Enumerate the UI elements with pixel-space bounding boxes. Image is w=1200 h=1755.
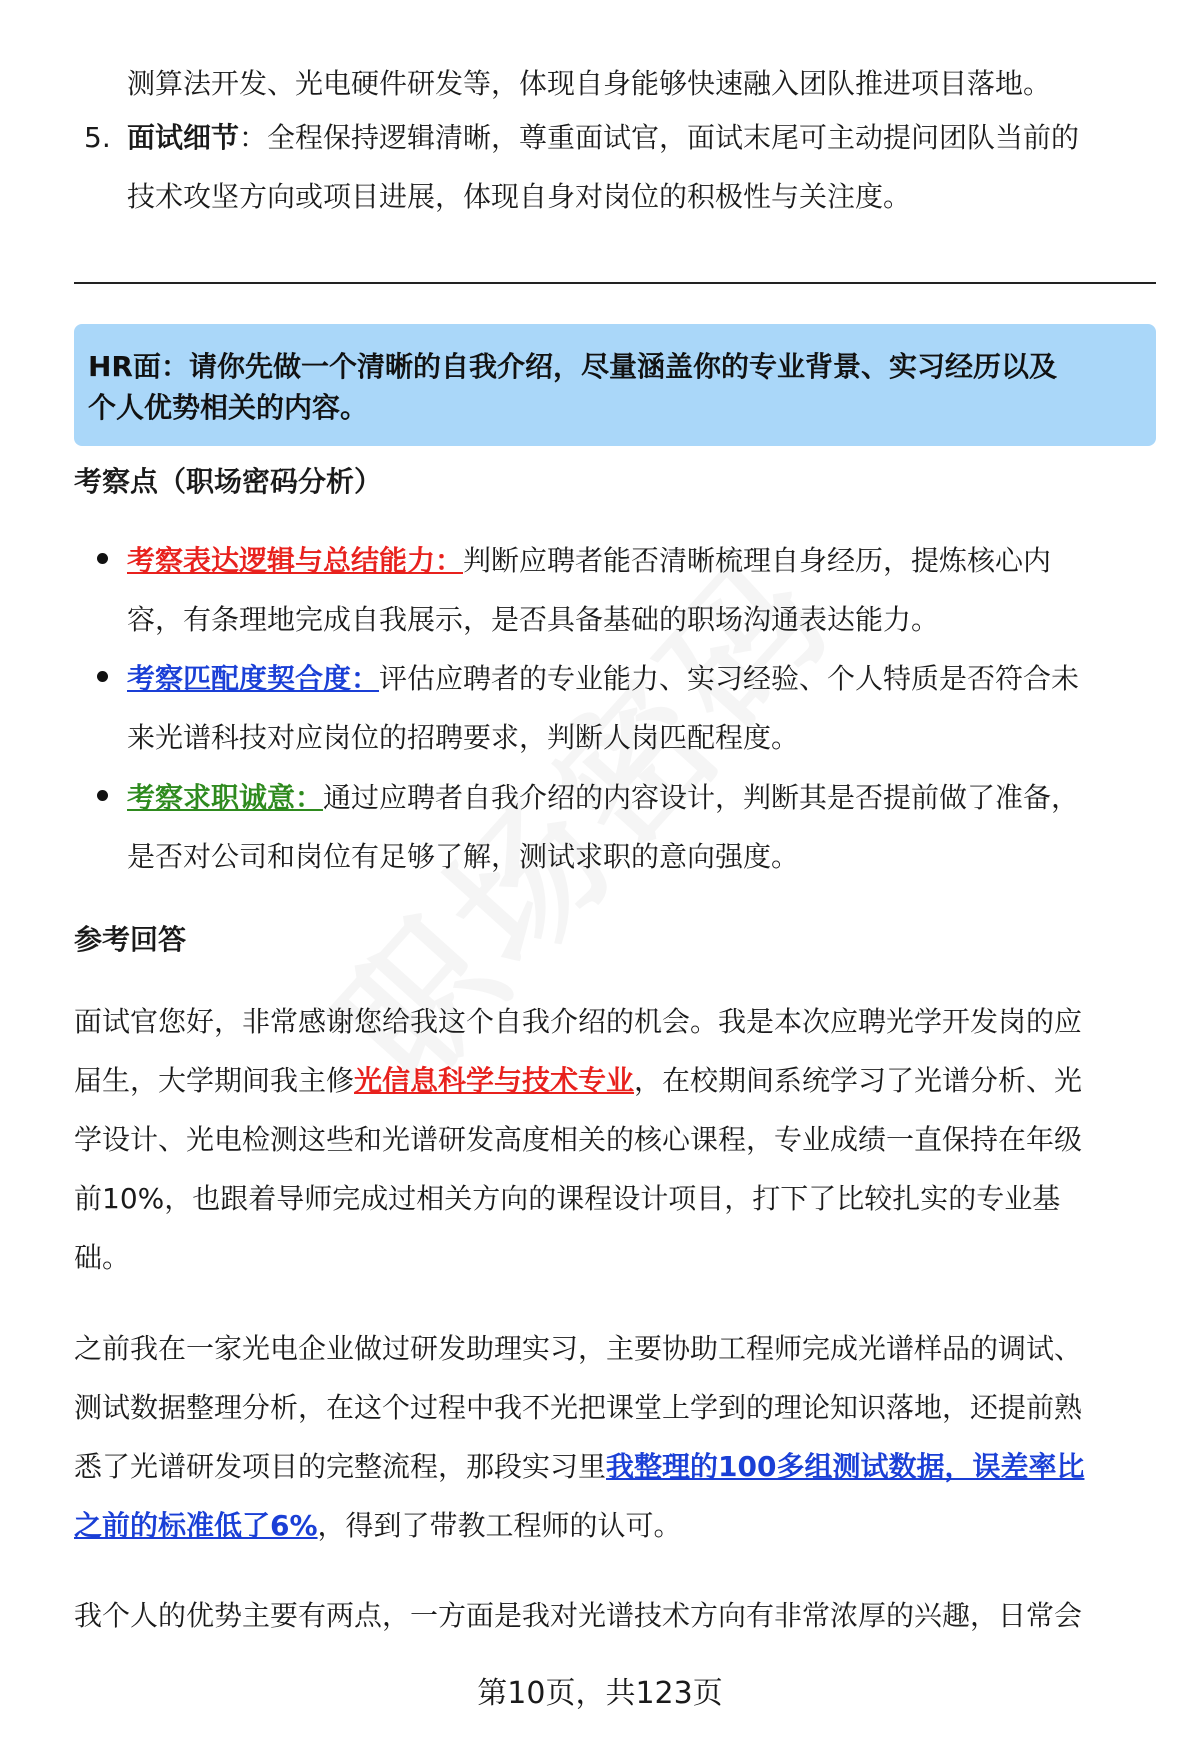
list-item [127, 108, 1147, 167]
answer-p2-line [74, 1437, 1144, 1496]
bullet-label: 考察求职诚意： [127, 781, 324, 814]
page-number: 第10页，共123页 [477, 1676, 723, 1711]
bullet-dot-icon [97, 790, 108, 801]
answer-p1-line: 前10%，也跟着导师完成过相关方向的课程设计项目，打下了比较扎实的专业基 [74, 1182, 1061, 1215]
analysis-bullet [127, 768, 1147, 827]
answer-p1-line [74, 1051, 1144, 1110]
bullet-text-line2: 来光谱科技对应岗位的招聘要求，判断人岗匹配程度。 [127, 721, 800, 754]
bullet-text-line2: 是否对公司和岗位有足够了解，测试求职的意向强度。 [127, 840, 800, 873]
bullet-dot-icon [97, 671, 108, 682]
list-number: 5. [84, 121, 111, 154]
answer-p2-line: 之前我在一家光电企业做过研发助理实习，主要协助工程师完成光谱样品的调试、 [74, 1332, 1083, 1365]
list-item-text: ：全程保持逻辑清晰，尊重面试官，面试末尾可主动提问团队当前的 [239, 121, 1080, 154]
bullet-text-line2: 容，有条理地完成自我展示，是否具备基础的职场沟通表达能力。 [127, 603, 940, 636]
data-highlight: 之前的标准低了6% [74, 1509, 318, 1542]
text-span: 届生，大学期间我主修 [74, 1064, 355, 1097]
bullet-text: 评估应聘者的专业能力、实习经验、个人特质是否符合未 [379, 662, 1080, 695]
answer-p2-line: 测试数据整理分析，在这个过程中我不光把课堂上学到的理论知识落地，还提前熟 [74, 1391, 1083, 1424]
bullet-text: 判断应聘者能否清晰梳理自身经历，提炼核心内 [463, 544, 1052, 577]
bullet-text: 通过应聘者自我介绍的内容设计，判断其是否提前做了准备， [323, 781, 1080, 814]
data-highlight: 我整理的100多组测试数据，误差率比 [606, 1450, 1085, 1483]
text-span: ，在校期间系统学习了光谱分析、光 [634, 1064, 1083, 1097]
bullet-label: 考察匹配度契合度： [127, 662, 380, 695]
analysis-bullet [127, 649, 1147, 708]
analysis-bullet [127, 531, 1147, 590]
question-line2: 个人优势相关的内容。 [88, 391, 369, 424]
major-highlight: 光信息科学与技术专业 [354, 1064, 635, 1097]
list-item-title: 面试细节 [127, 121, 240, 154]
analysis-heading: 考察点（职场密码分析） [74, 465, 383, 498]
answer-p3-line: 我个人的优势主要有两点，一方面是我对光谱技术方向有非常浓厚的兴趣，日常会 [74, 1599, 1083, 1632]
text-span: 悉了光谱研发项目的完整流程，那段实习里 [74, 1450, 607, 1483]
answer-heading: 参考回答 [74, 923, 187, 956]
answer-p2-line [74, 1496, 1144, 1555]
section-divider [74, 282, 1156, 284]
answer-p1-line: 面试官您好，非常感谢您给我这个自我介绍的机会。我是本次应聘光学开发岗的应 [74, 1005, 1083, 1038]
text-span: ，得到了带教工程师的认可。 [317, 1509, 682, 1542]
bullet-dot-icon [97, 553, 108, 564]
list-item-continuation: 测算法开发、光电硬件研发等，体现自身能够快速融入团队推进项目落地。 [127, 67, 1052, 100]
answer-p1-line: 学设计、光电检测这些和光谱研发高度相关的核心课程，专业成绩一直保持在年级 [74, 1123, 1083, 1156]
question-line1: HR面：请你先做一个清晰的自我介绍，尽量涵盖你的专业背景、实习经历以及 [88, 350, 1057, 383]
question-box [74, 324, 1156, 446]
answer-p1-line: 础。 [74, 1241, 131, 1274]
list-item-text-line2: 技术攻坚方向或项目进展，体现自身对岗位的积极性与关注度。 [127, 180, 912, 213]
bullet-label: 考察表达逻辑与总结能力： [127, 544, 464, 577]
